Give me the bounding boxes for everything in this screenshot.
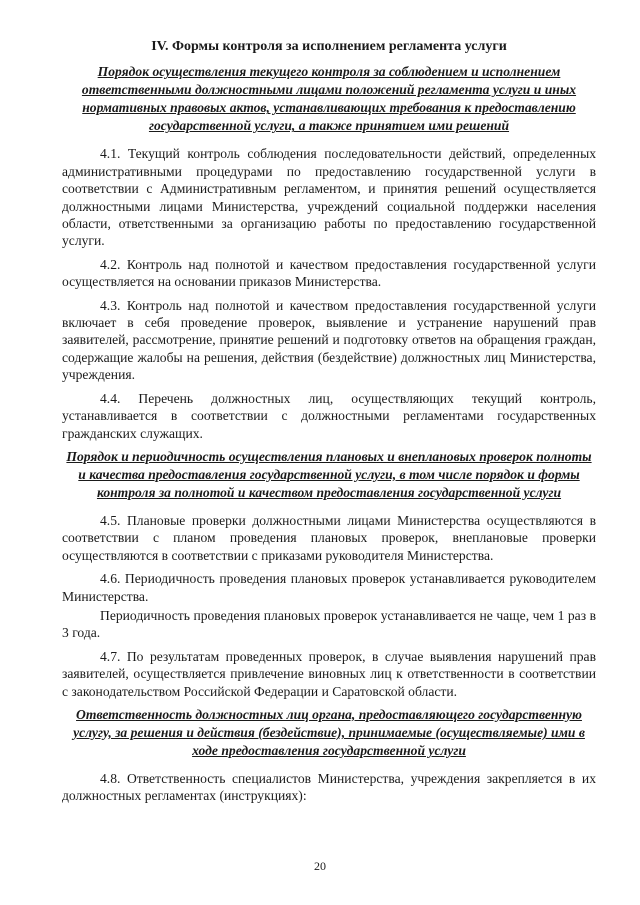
paragraph-4-5: 4.5. Плановые проверки должностными лицами Министерства осуществляются в соответствии с планом проведения плановых проверок, внеплановые проверки осуществляются в соответствии с приказами руководителя Министерства. (62, 512, 596, 563)
paragraph-4-6: 4.6. Периодичность проведения плановых проверок устанавливается руководителем Министерства. (62, 571, 596, 604)
document-page (62, 38, 596, 811)
paragraph-4-4: 4.4. Перечень должностных лиц, осуществляющих текущий контроль, устанавливается в соответствии с должностными регламентами государственных гражданских служащих. (62, 390, 596, 441)
subsection-title-responsibility: Ответственность должностных лиц органа, предоставляющего государственную услугу, за решения и действия (бездействие), принимаемые (осуществляемые) ими в ходе предоставления государственной услуги (73, 706, 585, 758)
subsection-title-inspections: Порядок и периодичность осуществления плановых и внеплановых проверок полноты и качества предоставления государственной услуги, в том числе порядок и формы контроля за полнотой и качеством предоставления государственной услуги (66, 448, 592, 500)
paragraph-4-8: 4.8. Ответственность специалистов Министерства, учреждения закрепляется в их должностных регламентах (инструкциях): (62, 770, 596, 804)
paragraph-4-2: 4.2. Контроль над полнотой и качеством предоставления государственной услуги осуществляется на основании приказов Министерства. (62, 256, 596, 290)
paragraph-4-1: 4.1. Текущий контроль соблюдения последовательности действий, определенных административными процедурами по предоставлению государственной услуги в соответствии с Административным регламентом, и принятия решений осуществляется должностными лицами Министерства, учреждений социальной поддержки населения области, ответственными за организацию работы по предоставлению государственной услуги. (62, 146, 596, 249)
page-number: 20 (314, 859, 326, 873)
paragraph-4-7: 4.7. По результатам проведенных проверок, в случае выявления нарушений прав заявителей, осуществляется привлечение виновных лиц к ответственности в соответствии с законодательством Российской Федерации и Саратовской области. (62, 648, 596, 699)
section-title: IV. Формы контроля за исполнением регламента услуги (151, 39, 507, 54)
paragraph-4-6-frequency: Периодичность проведения плановых проверок устанавливается не чаще, чем 1 раз в 3 года. (62, 607, 596, 641)
paragraph-4-3: 4.3. Контроль над полнотой и качеством предоставления государственной услуги включает в себя проведение проверок, выявление и устранение нарушений прав заявителей, рассмотрение, принятие решений и подготовку ответов на обращения граждан, содержащие жалобы на решения, действия (бездействие) должностных лиц Министерства, учреждения. (62, 297, 596, 383)
subsection-title-current-control: Порядок осуществления текущего контроля за соблюдением и исполнением ответственными должностными лицами положений регламента услуги и иных нормативных правовых актов, устанавливающих требования к предоставлению государственной услуги, а также принятием ими решений (81, 64, 577, 134)
